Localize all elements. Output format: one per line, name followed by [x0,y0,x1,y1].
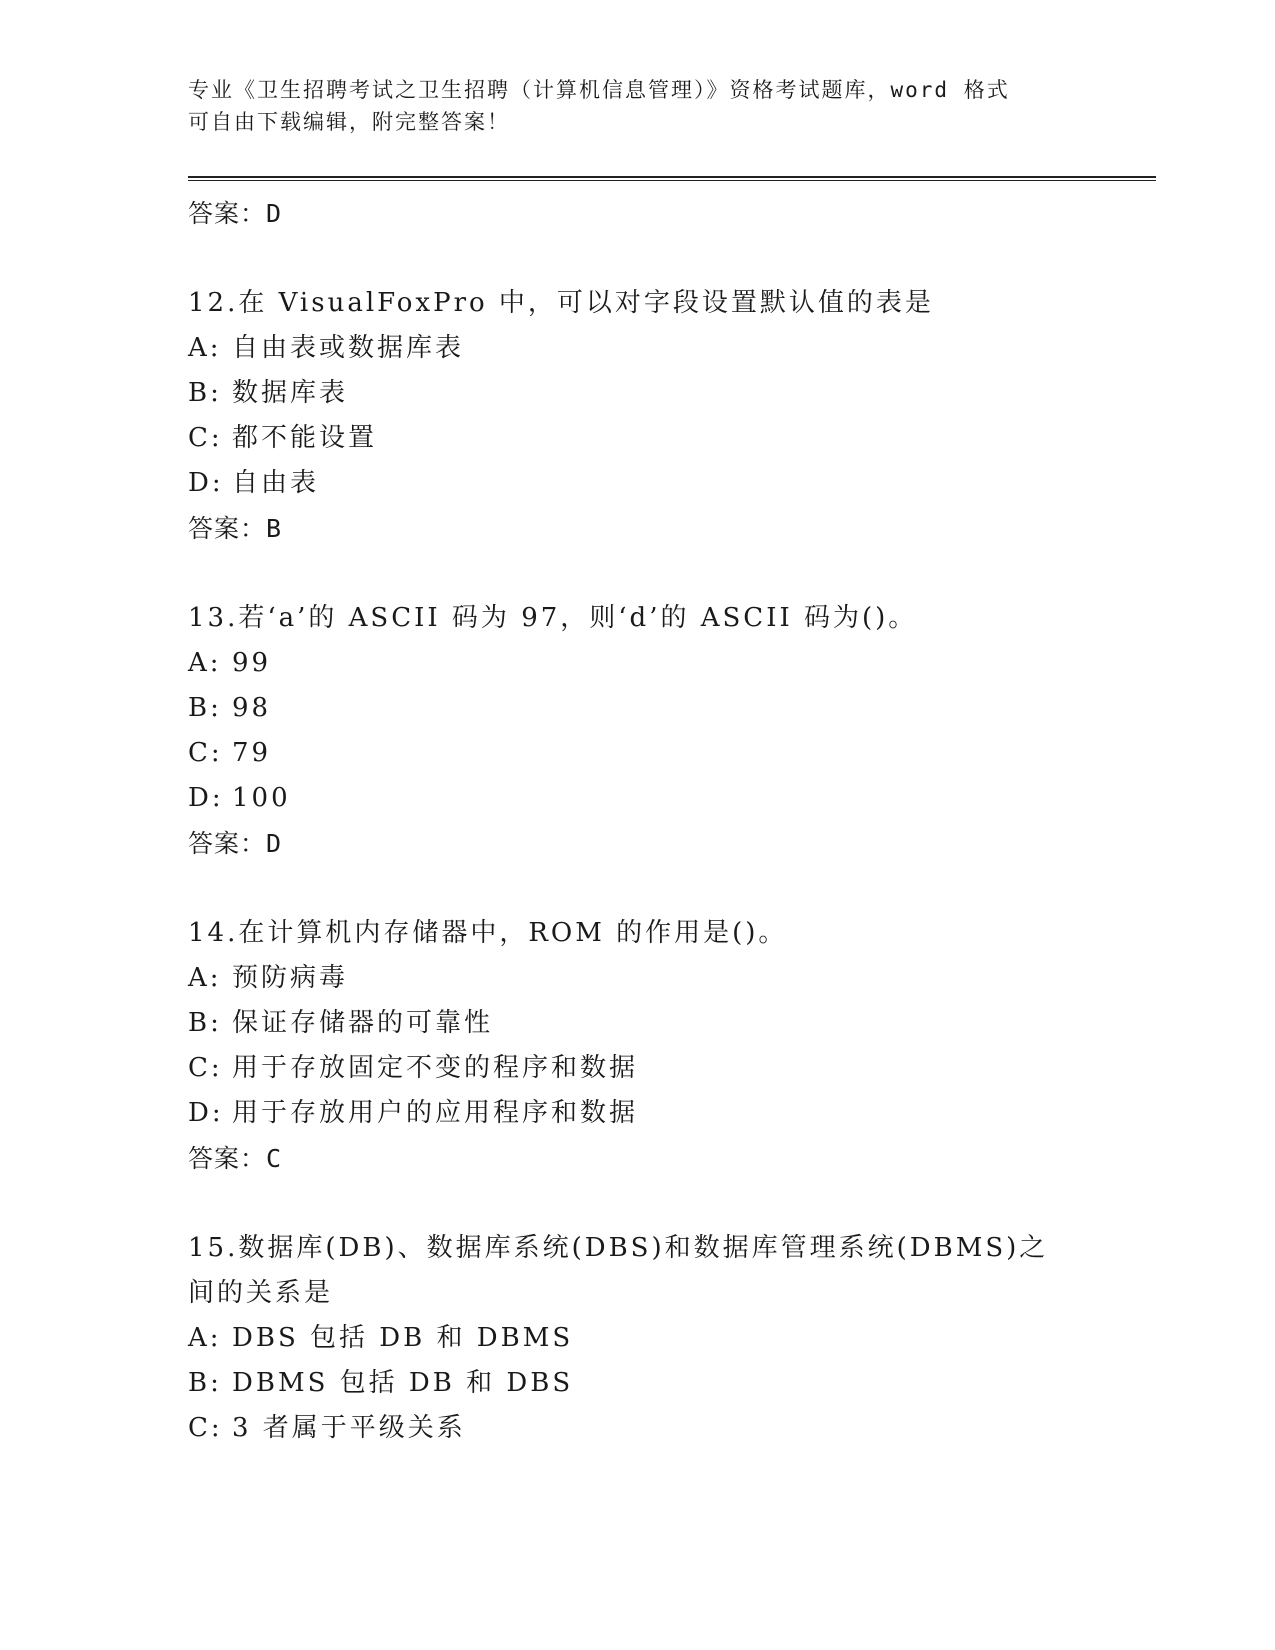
option-text: 保证存储器的可靠性 [232,1008,494,1038]
option-text: 自由表 [232,468,320,498]
option-text: 3 者属于平级关系 [232,1413,466,1443]
option-key: C: [188,1413,223,1443]
option-row [188,461,1148,506]
option-text: 79 [232,738,272,768]
option-key: A: [188,333,222,363]
option-key: C: [188,1053,223,1083]
question-block [188,281,1148,552]
option-key: B: [188,378,222,408]
option-row [188,326,1148,371]
option-text: 自由表或数据库表 [232,333,465,363]
answer-line: 答案：D [188,829,283,858]
question-stem: 15.数据库(DB)、数据库系统(DBS)和数据库管理系统(DBMS)之间的关系是 [188,1233,1049,1308]
question-stem: 13.若‘a’的 ASCII 码为 97，则‘d’的 ASCII 码为()。 [188,603,918,633]
answer-line: 答案：B [188,514,283,543]
option-text: DBS 包括 DB 和 DBMS [232,1323,574,1353]
option-text: 98 [232,693,272,723]
document-header [188,70,1088,138]
option-key: D: [188,468,224,498]
option-text: 99 [232,648,272,678]
option-text: 数据库表 [232,378,349,408]
header-line-1: 专业《卫生招聘考试之卫生招聘（计算机信息管理）》资格考试题库，word 格式 [188,78,1010,102]
option-key: B: [188,693,222,723]
question-block [188,596,1148,867]
option-key: D: [188,1098,224,1128]
question-stem: 12.在 VisualFoxPro 中，可以对字段设置默认值的表是 [188,288,934,318]
option-text: 用于存放固定不变的程序和数据 [232,1053,639,1083]
option-key: A: [188,963,222,993]
option-text: 预防病毒 [232,963,349,993]
document-page [188,70,1148,1451]
question-stem: 14.在计算机内存储器中，ROM 的作用是()。 [188,918,788,948]
option-text: 100 [232,783,291,813]
question-block [188,1226,1148,1451]
option-key: B: [188,1008,222,1038]
option-row [188,1361,1148,1406]
header-line-2: 可自由下载编辑，附完整答案！ [188,110,510,134]
option-key: C: [188,423,223,453]
option-row [188,686,1148,731]
option-key: C: [188,738,223,768]
option-row [188,1406,1148,1451]
option-row [188,1046,1148,1091]
question-block [188,911,1148,1182]
option-key: B: [188,1368,222,1398]
option-row [188,371,1148,416]
option-text: 用于存放用户的应用程序和数据 [232,1098,639,1128]
option-row [188,776,1148,821]
option-row [188,1091,1148,1136]
option-key: A: [188,1323,222,1353]
option-text: 都不能设置 [232,423,378,453]
answer-line: 答案：D [188,199,283,228]
option-row [188,1001,1148,1046]
option-row [188,1316,1148,1361]
option-key: A: [188,648,222,678]
option-row [188,416,1148,461]
option-row [188,641,1148,686]
option-text: DBMS 包括 DB 和 DBS [232,1368,574,1398]
question-list [188,281,1148,1451]
header-divider [188,176,1156,181]
answer-line: 答案：C [188,1144,283,1173]
option-row [188,731,1148,776]
option-key: D: [188,783,224,813]
option-row [188,956,1148,1001]
